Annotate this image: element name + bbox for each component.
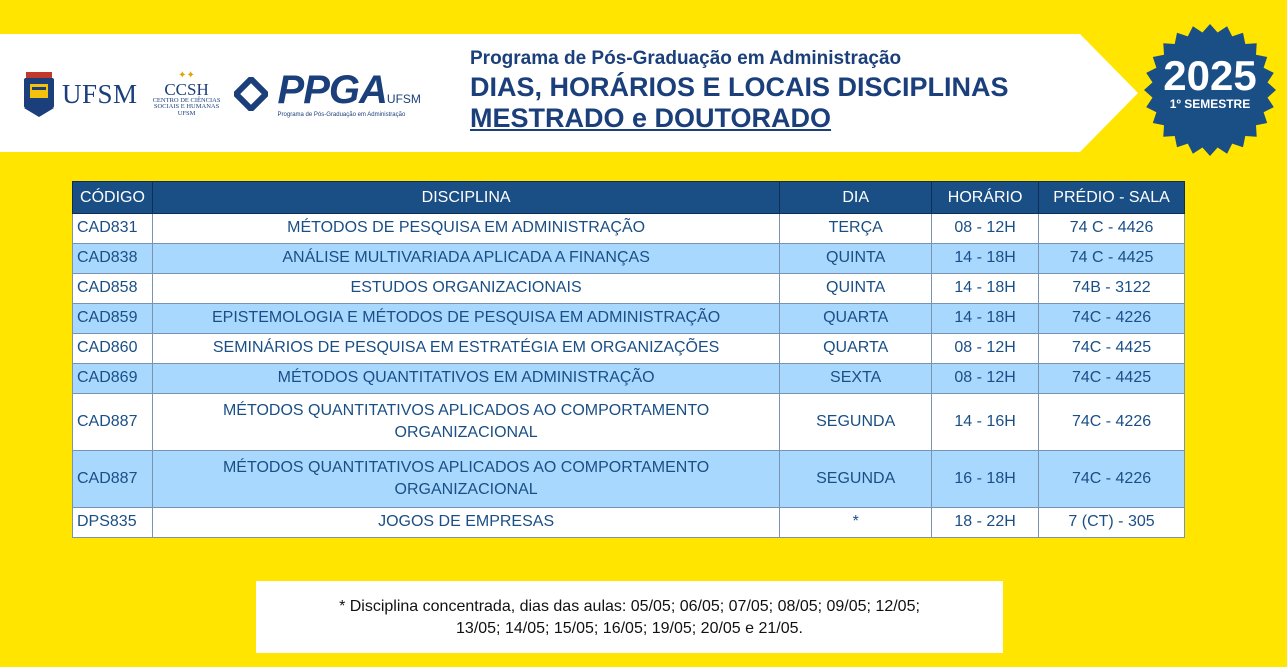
col-header-code: CÓDIGO <box>73 182 153 214</box>
cell-discipline <box>152 394 779 451</box>
cell-room: 74C - 4425 <box>1039 364 1185 394</box>
cell-code: CAD887 <box>73 451 153 508</box>
cell-discipline <box>152 451 779 508</box>
table-row <box>73 508 1185 538</box>
ccsh-line2: SOCIAIS E HUMANAS <box>153 103 220 111</box>
cell-time: 18 - 22H <box>932 508 1039 538</box>
cell-discipline-line1: MÉTODOS QUANTITATIVOS APLICADOS AO COMPORTAMENTO <box>222 458 710 476</box>
semester-seal <box>1142 22 1278 158</box>
cell-room: 74 C - 4426 <box>1039 214 1185 244</box>
cell-room: 74C - 4226 <box>1039 394 1185 451</box>
ufsm-logo-text: UFSM <box>62 78 138 109</box>
table-row <box>73 364 1185 394</box>
cell-discipline: MÉTODOS DE PESQUISA EM ADMINISTRAÇÃO <box>152 214 779 244</box>
header-banner <box>0 34 1140 152</box>
cell-discipline-line1: MÉTODOS QUANTITATIVOS APLICADOS AO COMPORTAMENTO <box>222 401 710 419</box>
cell-discipline-line2: ORGANIZACIONAL <box>394 481 538 498</box>
cell-discipline: SEMINÁRIOS DE PESQUISA EM ESTRATÉGIA EM ORGANIZAÇÕES <box>152 334 779 364</box>
cell-code: CAD887 <box>73 394 153 451</box>
col-header-room: PRÉDIO - SALA <box>1039 182 1185 214</box>
seal-year: 2025 <box>1163 52 1257 99</box>
ppga-logo <box>234 70 421 118</box>
ccsh-logo <box>150 71 224 118</box>
cell-discipline: ANÁLISE MULTIVARIADA APLICADA A FINANÇAS <box>152 244 779 274</box>
title-block <box>470 48 1009 134</box>
ccsh-line1: CENTRO DE CIÊNCIAS <box>152 96 221 104</box>
table-row <box>73 274 1185 304</box>
col-header-day: DIA <box>780 182 932 214</box>
cell-code: CAD869 <box>73 364 153 394</box>
cell-time: 08 - 12H <box>932 214 1039 244</box>
cell-room: 7 (CT) - 305 <box>1039 508 1185 538</box>
cell-discipline-line2: ORGANIZACIONAL <box>394 424 538 441</box>
program-name: Programa de Pós-Graduação em Administração <box>470 48 902 69</box>
seal-semester: 1º SEMESTRE <box>1169 97 1251 111</box>
cell-code: CAD859 <box>73 304 153 334</box>
cell-day: * <box>780 508 932 538</box>
cell-day: TERÇA <box>780 214 932 244</box>
cell-time: 14 - 18H <box>932 274 1039 304</box>
ufsm-crest-icon <box>22 70 56 118</box>
table-row <box>73 304 1185 334</box>
cell-day: SEGUNDA <box>780 451 932 508</box>
cell-room: 74C - 4226 <box>1039 304 1185 334</box>
cell-code: CAD860 <box>73 334 153 364</box>
cell-day: SEGUNDA <box>780 394 932 451</box>
cell-code: CAD838 <box>73 244 153 274</box>
cell-time: 16 - 18H <box>932 451 1039 508</box>
schedule-table <box>72 181 1185 538</box>
table-row <box>73 214 1185 244</box>
ccsh-mark-icon: ✦✦ <box>178 69 195 81</box>
table-header-row <box>73 182 1185 214</box>
cell-code: CAD831 <box>73 214 153 244</box>
ppga-subtitle: Programa de Pós-Graduação em Administração <box>277 112 406 118</box>
cell-time: 14 - 16H <box>932 394 1039 451</box>
table-row <box>73 394 1185 451</box>
cell-time: 14 - 18H <box>932 244 1039 274</box>
cell-day: SEXTA <box>780 364 932 394</box>
footnote-line1: * Disciplina concentrada, dias das aulas: 05/05; 06/05; 07/05; 08/05; 09/05; 12/05; <box>339 598 920 615</box>
ppga-wordmark <box>278 70 421 110</box>
ppga-suffix: UFSM <box>386 92 421 106</box>
table-row <box>73 244 1185 274</box>
cell-day: QUARTA <box>780 304 932 334</box>
cell-discipline: EPISTEMOLOGIA E MÉTODOS DE PESQUISA EM ADMINISTRAÇÃO <box>152 304 779 334</box>
ppga-name: PPGA <box>277 68 387 112</box>
page-title: DIAS, HORÁRIOS E LOCAIS DISCIPLINAS <box>470 72 1009 102</box>
table-row <box>73 451 1185 508</box>
ccsh-name: CCSH <box>164 79 209 99</box>
cell-discipline: ESTUDOS ORGANIZACIONAIS <box>152 274 779 304</box>
ccsh-line3: UFSM <box>177 109 196 117</box>
col-header-discipline: DISCIPLINA <box>152 182 779 214</box>
cell-time: 14 - 18H <box>932 304 1039 334</box>
cell-discipline: JOGOS DE EMPRESAS <box>152 508 779 538</box>
cell-code: DPS835 <box>73 508 153 538</box>
cell-room: 74 C - 4425 <box>1039 244 1185 274</box>
table-row <box>73 334 1185 364</box>
page-subtitle: MESTRADO e DOUTORADO <box>470 103 832 133</box>
footnote <box>256 581 1003 653</box>
col-header-time: HORÁRIO <box>932 182 1039 214</box>
cell-time: 08 - 12H <box>932 364 1039 394</box>
cell-room: 74C - 4226 <box>1039 451 1185 508</box>
ppga-diamond-icon <box>234 77 268 111</box>
cell-day: QUARTA <box>780 334 932 364</box>
cell-code: CAD858 <box>73 274 153 304</box>
cell-discipline: MÉTODOS QUANTITATIVOS EM ADMINISTRAÇÃO <box>152 364 779 394</box>
footnote-line2: 13/05; 14/05; 15/05; 16/05; 19/05; 20/05 e 21/05. <box>456 620 803 638</box>
cell-room: 74C - 4425 <box>1039 334 1185 364</box>
cell-room: 74B - 3122 <box>1039 274 1185 304</box>
logo-group <box>22 54 421 134</box>
cell-day: QUINTA <box>780 244 932 274</box>
cell-time: 08 - 12H <box>932 334 1039 364</box>
cell-day: QUINTA <box>780 274 932 304</box>
